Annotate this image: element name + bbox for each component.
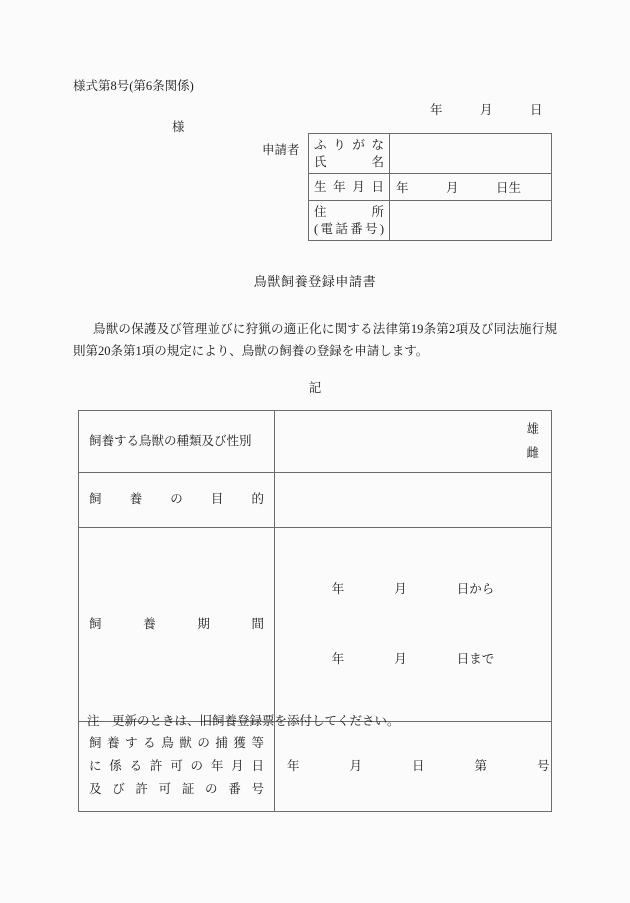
- permit-label-line2: に係る許可の年月日: [89, 758, 264, 773]
- table-row: [79, 722, 552, 812]
- male-label: 雄: [526, 422, 539, 437]
- permit-label-line3: 及び許可証の番号: [89, 782, 264, 797]
- permit-label-line1: 飼養する鳥獣の捕獲等: [89, 735, 264, 750]
- period-value[interactable]: [275, 528, 552, 722]
- period-end: 年 月 日まで: [331, 651, 495, 666]
- species-sex-label: 飼養する鳥獣の種類及び性別: [79, 411, 275, 473]
- permit-value[interactable]: 年 月 日 第 号: [275, 722, 552, 812]
- table-row: [309, 201, 552, 241]
- footnote: 注 更新のときは、旧飼養登録票を添付してください。: [87, 714, 400, 728]
- table-row: [79, 411, 552, 473]
- purpose-label-text: 飼養の目的: [89, 492, 264, 507]
- applicant-label: 申請者: [262, 143, 300, 157]
- table-row: [309, 174, 552, 201]
- table-row: [79, 473, 552, 528]
- period-start: 年 月 日から: [331, 582, 495, 597]
- permit-label: [79, 722, 275, 812]
- purpose-label: [79, 473, 275, 528]
- name-label: 氏名: [314, 154, 384, 169]
- addressee-suffix: 様: [172, 120, 185, 134]
- form-number: 様式第8号(第6条関係): [73, 79, 194, 93]
- body-paragraph: 鳥獣の保護及び管理並びに狩猟の適正化に関する法律第19条第2項及び同法施行規則第20条第1項の規定により、鳥獣の飼養の登録を申請します。: [73, 322, 557, 358]
- birthdate-label: [309, 174, 390, 201]
- table-row: [309, 134, 552, 174]
- applicant-table: [308, 133, 552, 241]
- applicant-name-label: [309, 134, 390, 174]
- address-label-text: 住所: [314, 205, 384, 219]
- table-row: [79, 528, 552, 722]
- registration-details-table: [78, 410, 552, 812]
- birthdate-label-text: 生年月日: [314, 179, 384, 194]
- purpose-value[interactable]: [275, 473, 552, 528]
- address-label: [309, 201, 390, 241]
- address-value[interactable]: [390, 201, 552, 241]
- birthdate-value[interactable]: 年 月 日生: [390, 174, 552, 201]
- ki-mark: 記: [308, 381, 322, 395]
- species-sex-value[interactable]: [275, 411, 552, 473]
- page-title: 鳥獣飼養登録申請書: [253, 274, 377, 289]
- period-label-text: 飼養期間: [89, 616, 264, 631]
- period-label: [79, 528, 275, 722]
- date-line: 年 月 日: [430, 103, 543, 117]
- female-label: 雌: [526, 445, 539, 460]
- applicant-name-value[interactable]: [390, 134, 552, 174]
- furigana-label: ふりがな: [314, 138, 384, 152]
- phone-label-text: (電話番号): [314, 221, 384, 236]
